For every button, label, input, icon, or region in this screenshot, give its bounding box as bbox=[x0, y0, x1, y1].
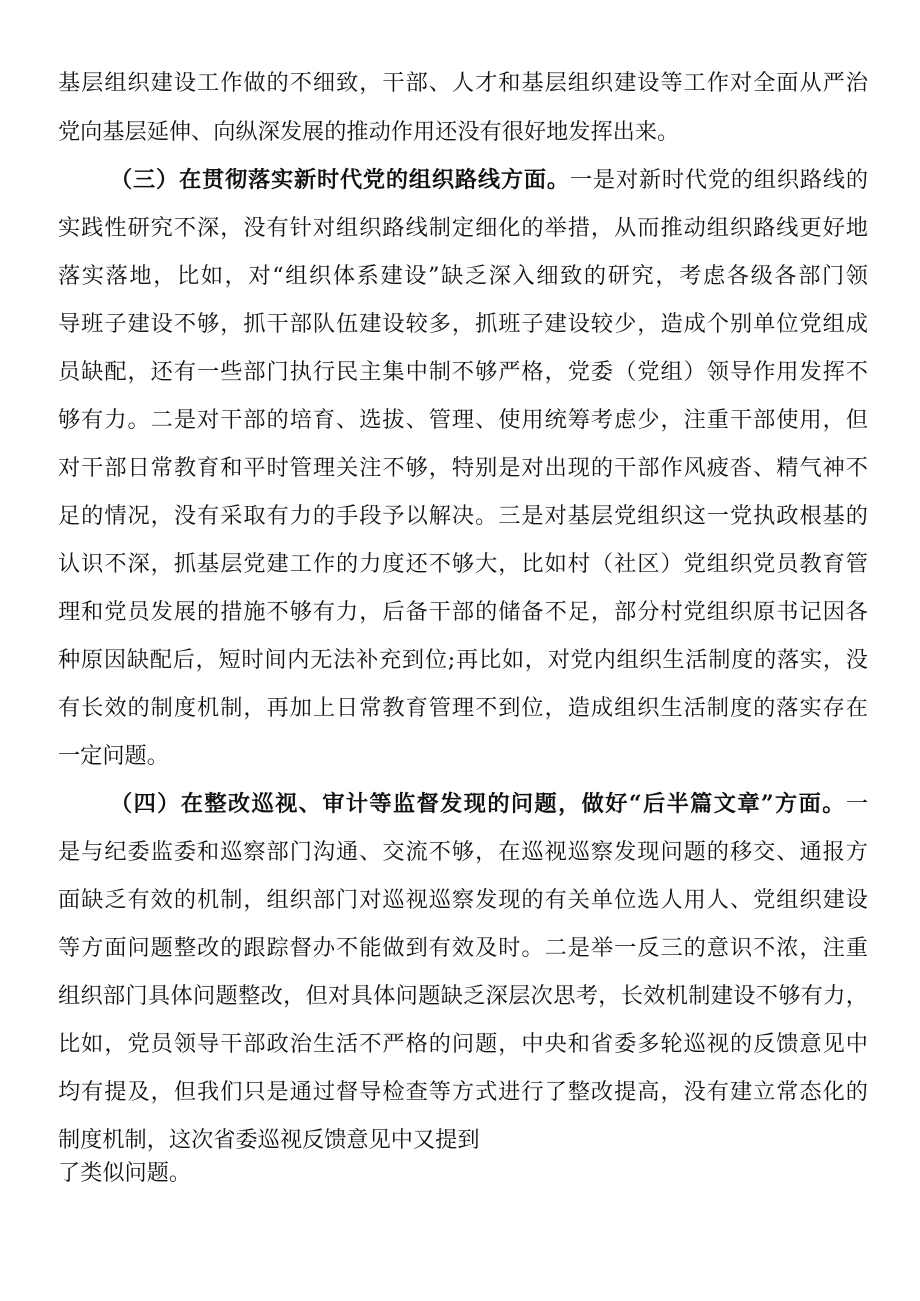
section-heading: （四）在整改巡视、审计等监督发现的问题，做好“后半篇文章”方面。 bbox=[110, 791, 846, 817]
text-line: 落实落地，比如，对“组织体系建设”缺乏深入细致的研究，考虑各级各部门领 bbox=[58, 263, 868, 289]
text-line: 理和党员发展的措施不够有力，后备干部的储备不足，部分村党组织原书记因各 bbox=[58, 599, 868, 625]
section-text: 一 bbox=[845, 791, 868, 817]
text-line: 种原因缺配后，短时间内无法补充到位;再比如，对党内组织生活制度的落实，没 bbox=[58, 647, 868, 673]
text-line: 等方面问题整改的跟踪督办不能做到有效及时。二是举一反三的意识不浓，注重 bbox=[58, 935, 868, 961]
text-line: 党向基层延伸、向纵深发展的推动作用还没有很好地发挥出来。 bbox=[58, 119, 680, 145]
text-line: 比如，党员领导干部政治生活不严格的问题，中央和省委多轮巡视的反馈意见中 bbox=[58, 1031, 868, 1057]
section-heading: （三）在贯彻落实新时代党的组织路线方面。 bbox=[110, 167, 570, 193]
text-line: 一定问题。 bbox=[58, 743, 169, 769]
section-heading-line bbox=[110, 789, 868, 819]
section-text: 一是对新时代党的组织路线的 bbox=[569, 167, 869, 193]
text-line: 实践性研究不深，没有针对组织路线制定细化的举措，从而推动组织路线更好地 bbox=[58, 215, 868, 241]
text-line: 认识不深，抓基层党建工作的力度还不够大，比如村（社区）党组织党员教育管 bbox=[58, 551, 868, 577]
text-line: 够有力。二是对干部的培育、选拔、管理、使用统筹考虑少，注重干部使用，但 bbox=[58, 407, 868, 433]
text-line: 足的情况，没有采取有力的手段予以解决。三是对基层党组织这一党执政根基的 bbox=[58, 503, 868, 529]
text-line: 是与纪委监委和巡察部门沟通、交流不够，在巡视巡察发现问题的移交、通报方 bbox=[58, 839, 868, 865]
text-line: 导班子建设不够，抓干部队伍建设较多，抓班子建设较少，造成个别单位党组成 bbox=[58, 311, 868, 337]
text-line: 基层组织建设工作做的不细致，干部、人才和基层组织建设等工作对全面从严治 bbox=[58, 70, 868, 96]
text-line: 制度机制，这次省委巡视反馈意见中又提到 bbox=[58, 1127, 480, 1153]
text-line: 组织部门具体问题整改，但对具体问题缺乏深层次思考，长效机制建设不够有力， bbox=[58, 983, 868, 1009]
text-line: 均有提及，但我们只是通过督导检查等方式进行了整改提高，没有建立常态化的 bbox=[58, 1079, 868, 1105]
section-heading-line bbox=[110, 165, 868, 195]
text-line: 了类似问题。 bbox=[58, 1160, 192, 1186]
text-line: 员缺配，还有一些部门执行民主集中制不够严格，党委（党组）领导作用发挥不 bbox=[58, 359, 868, 385]
text-line: 面缺乏有效的机制，组织部门对巡视巡察发现的有关单位选人用人、党组织建设 bbox=[58, 887, 868, 913]
text-line: 对干部日常教育和平时管理关注不够，特别是对出现的干部作风疲沓、精气神不 bbox=[58, 455, 868, 481]
text-line: 有长效的制度机制，再加上日常教育管理不到位，造成组织生活制度的落实存在 bbox=[58, 695, 868, 721]
